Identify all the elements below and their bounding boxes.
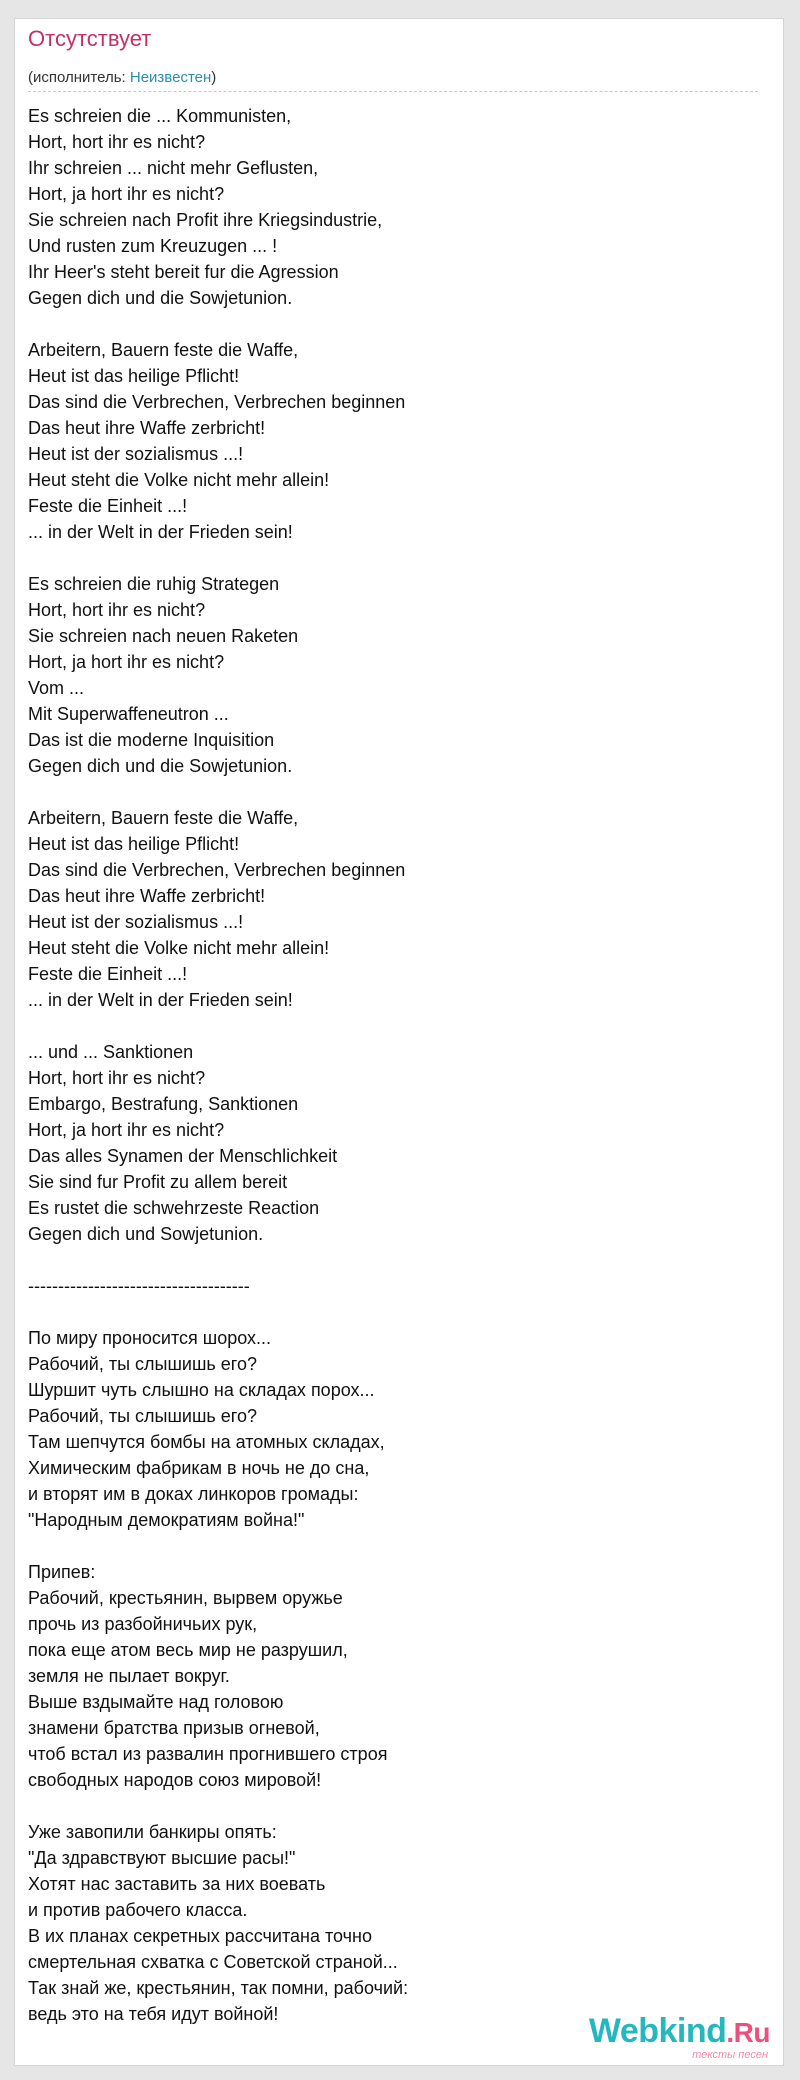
lyrics-line: Уже завопили банкиры опять: [28,1822,277,1842]
logo-tld: .Ru [726,2017,770,2048]
lyrics-line: Heut ist das heilige Pflicht! [28,366,240,386]
lyrics-line: ... in der Welt in der Frieden sein! [28,990,293,1010]
lyrics-line: Рабочий, ты слышишь его? [28,1354,257,1374]
lyrics-line: чтоб встал из развалин прогнившего строя [28,1744,388,1764]
lyrics-line: Heut ist der sozialismus ...! [28,912,244,932]
lyrics-line: Sie sind fur Profit zu allem bereit [28,1172,288,1192]
lyrics-stanza [28,1819,768,2027]
lyrics-line: Рабочий, крестьянин, вырвем оружье [28,1588,343,1608]
lyrics-line: ... und ... Sanktionen [28,1042,194,1062]
lyrics-line: Feste die Einheit ...! [28,964,188,984]
lyrics-stanza [28,571,768,779]
logo-word: Webkind [588,2012,727,2050]
lyrics-line: Heut ist der sozialismus ...! [28,444,244,464]
lyrics-line: Das sind die Verbrechen, Verbrechen beginnen [28,860,406,880]
lyrics-line: Heut ist das heilige Pflicht! [28,834,240,854]
lyrics-line: Hort, hort ihr es nicht? [28,132,206,152]
lyrics-line: В их планах секретных рассчитана точно [28,1926,372,1946]
lyrics-line: Так знай же, крестьянин, так помни, рабочий: [28,1978,409,1998]
lyrics-line: ведь это на тебя идут войной! [28,2004,279,2024]
lyrics-line: Рабочий, ты слышишь его? [28,1406,257,1426]
lyrics-stanza [28,1273,768,1299]
lyrics-line: Es schreien die ruhig Strategen [28,574,280,594]
lyrics-line: Ihr schreien ... nicht mehr Geflusten, [28,158,319,178]
lyrics-line: Vom ... [28,678,85,698]
lyrics-line: ... in der Welt in der Frieden sein! [28,522,293,542]
lyrics-line: Hort, hort ihr es nicht? [28,1068,206,1088]
lyrics-body [28,103,768,2027]
lyrics-line: пока еще атом весь мир не разрушил, [28,1640,348,1660]
lyrics-line: Там шепчутся бомбы на атомных складах, [28,1432,385,1452]
song-title: Отсутствует [28,26,152,51]
lyrics-line: Arbeitern, Bauern feste die Waffe, [28,808,299,828]
lyrics-line: Gegen dich und die Sowjetunion. [28,756,293,776]
logo-wordmark [589,2012,770,2052]
lyrics-stanza [28,337,768,545]
lyrics-line: прочь из разбойничьих рук, [28,1614,258,1634]
lyrics-line: "Да здравствуют высшие расы!" [28,1848,296,1868]
lyrics-line: Hort, ja hort ihr es nicht? [28,652,225,672]
lyrics-line: Hort, ja hort ihr es nicht? [28,1120,225,1140]
lyrics-line: Arbeitern, Bauern feste die Waffe, [28,340,299,360]
lyrics-line: Heut steht die Volke nicht mehr allein! [28,470,330,490]
lyrics-line: Шуршит чуть слышно на складах порох... [28,1380,375,1400]
artist-suffix: ) [211,69,217,86]
lyrics-line: Gegen dich und die Sowjetunion. [28,288,293,308]
lyrics-line: Und rusten zum Kreuzugen ... ! [28,236,278,256]
lyrics-stanza [28,1039,768,1247]
lyrics-line: Sie schreien nach neuen Raketen [28,626,299,646]
lyrics-line: ------------------------------------- [28,1276,250,1296]
lyrics-line: земля не пылает вокруг. [28,1666,230,1686]
logo-tagline: тексты песен [692,2049,768,2061]
lyrics-line: и вторят им в доках линкоров громады: [28,1484,359,1504]
lyrics-line: Feste die Einheit ...! [28,496,188,516]
artist-line [28,68,216,88]
header-divider [28,91,758,92]
lyrics-line: По миру проносится шорох... [28,1328,272,1348]
lyrics-line: и против рабочего класса. [28,1900,248,1920]
lyrics-line: смертельная схватка с Советской страной... [28,1952,398,1972]
lyrics-line: Hort, ja hort ihr es nicht? [28,184,225,204]
lyrics-line: Выше вздымайте над головою [28,1692,284,1712]
lyrics-line: Es rustet die schwehrzeste Reaction [28,1198,320,1218]
artist-prefix: (исполнитель: [28,69,130,86]
lyrics-line: Mit Superwaffeneutron ... [28,704,229,724]
lyrics-line: Heut steht die Volke nicht mehr allein! [28,938,330,958]
lyrics-line: Химическим фабрикам в ночь не до сна, [28,1458,370,1478]
lyrics-line: Gegen dich und Sowjetunion. [28,1224,264,1244]
lyrics-line: Das ist die moderne Inquisition [28,730,275,750]
lyrics-stanza [28,1559,768,1793]
lyrics-line: знамени братства призыв огневой, [28,1718,320,1738]
lyrics-line: Das heut ihre Waffe zerbricht! [28,418,266,438]
lyrics-line: Припев: [28,1562,96,1582]
lyrics-line: Es schreien die ... Kommunisten, [28,106,292,126]
lyrics-line: Das heut ihre Waffe zerbricht! [28,886,266,906]
lyrics-line: Sie schreien nach Profit ihre Kriegsindustrie, [28,210,383,230]
lyrics-line: Хотят нас заставить за них воевать [28,1874,326,1894]
site-logo[interactable] [562,2012,770,2064]
lyrics-line: Embargo, Bestrafung, Sanktionen [28,1094,299,1114]
lyrics-line: "Народным демократиям война!" [28,1510,305,1530]
lyrics-line: Das alles Synamen der Menschlichkeit [28,1146,338,1166]
artist-link[interactable]: Неизвестен [129,69,212,86]
lyrics-line: Hort, hort ihr es nicht? [28,600,206,620]
lyrics-line: свободных народов союз мировой! [28,1770,322,1790]
lyrics-stanza [28,805,768,1013]
lyrics-line: Das sind die Verbrechen, Verbrechen beginnen [28,392,406,412]
lyrics-line: Ihr Heer's steht bereit fur die Agression [28,262,339,282]
lyrics-stanza [28,103,768,311]
lyrics-stanza [28,1325,768,1533]
